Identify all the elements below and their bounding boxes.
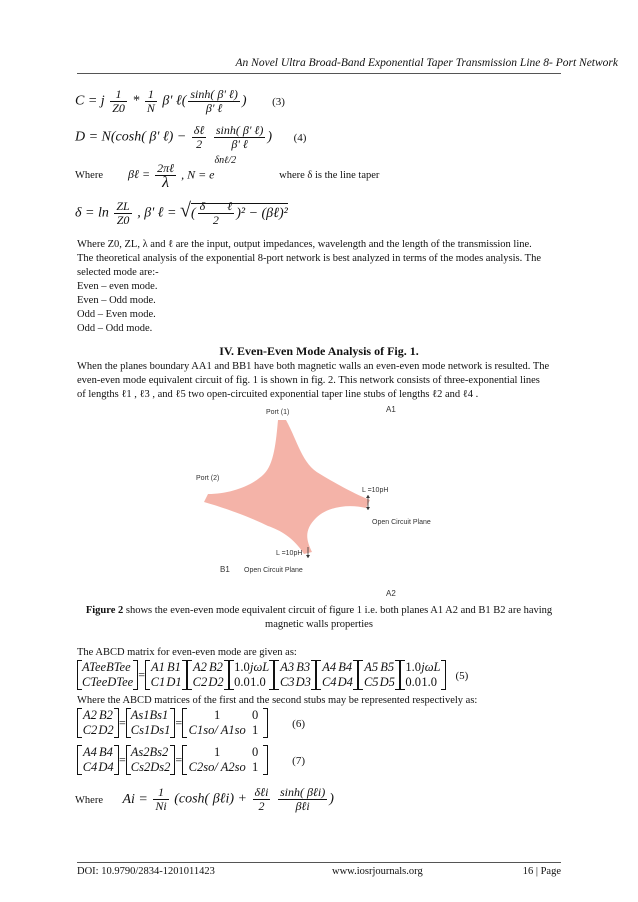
plane-a2-label: A2 bbox=[386, 589, 396, 598]
ai-frac-1: $\frac{1}{Ni}$ bbox=[155, 785, 167, 813]
arrow-up-icon bbox=[366, 495, 370, 498]
figure-2-equivalent-circuit bbox=[190, 402, 460, 602]
running-header: An Novel Ultra Broad-Band Exponential Taper Transmission Line 8- Port Network bbox=[235, 57, 618, 69]
footer-page-number: 16 | Page bbox=[522, 866, 561, 877]
matrix-line-5: A5 B5 C5D5 bbox=[358, 660, 400, 690]
open-circuit-plane-bottom-label: Open Circuit Plane bbox=[244, 567, 303, 574]
mode-item: Even – even mode. bbox=[77, 281, 158, 292]
matrix-inductor-2: 1.0jωL 0.01.0 bbox=[400, 660, 445, 690]
eq3-frac-3: $\frac{\text{sinh( β' ℓ)}}{\text{β' ℓ}}$ bbox=[190, 87, 238, 115]
arrow-down-icon bbox=[366, 507, 370, 510]
footer-rule bbox=[77, 862, 561, 863]
eq4-frac-2: $\frac{\text{sinh( β' ℓ)}}{\text{β' ℓ}}$ bbox=[215, 123, 264, 151]
abcd-intro: The ABCD matrix for even-even mode are given as: bbox=[77, 647, 297, 658]
header-rule bbox=[77, 73, 561, 74]
sqrt-sign: √ bbox=[179, 199, 191, 222]
delta-definition: δ = ln $\frac{ZL}{Z0}$ , β' ℓ = √( $\frac{\text{δ ℓ}}{2}$ )² − (βℓ)² bbox=[75, 199, 288, 227]
eq5-number: (5) bbox=[455, 669, 469, 682]
mode-item: Odd – Even mode. bbox=[77, 309, 156, 320]
eq6-number: (6) bbox=[292, 717, 305, 730]
eq3-number: (3) bbox=[272, 95, 285, 108]
port-1-label: Port (1) bbox=[266, 409, 290, 416]
inductor-right-label: L =10pH bbox=[362, 487, 389, 494]
plane-b1-label: B1 bbox=[220, 565, 230, 574]
delta-frac: $\frac{ZL}{Z0}$ bbox=[116, 199, 130, 227]
plane-a1-label: A1 bbox=[386, 405, 396, 414]
eq3-frac-2: $\frac{1}{N}$ bbox=[146, 87, 155, 115]
equation-7: A4 B4 C4D4 = As2Bs2 Cs2Ds2 = 1 0 C2so/ A2so 1 (7) bbox=[77, 745, 305, 775]
footer-site-link[interactable]: www.iosrjournals.org bbox=[332, 866, 423, 877]
open-circuit-plane-right-label: Open Circuit Plane bbox=[372, 519, 431, 526]
matrix-stub-2: A4 B4 C4D4 bbox=[316, 660, 358, 690]
equation-3: C = j $\frac{1}{Z0}$ * $\frac{1}{N}$ β' ℓ( $\frac{\text{sinh( β' ℓ)}}{\text{β' ℓ}}$ ) (3) bbox=[75, 87, 285, 115]
paragraph-even-even: When the planes boundary AA1 and BB1 have both magnetic walls an even-even mode network is resulted. The even-even mode equivalent circuit of fig. 1 is shown in fig. 2. This network consists of three-exponential lines of lengths ℓ1 , ℓ3 , and ℓ5 two open-circuited exponential taper line stubs of lengths ℓ2 and ℓ4 . bbox=[77, 361, 550, 400]
mode-item: Odd – Odd mode. bbox=[77, 323, 153, 334]
ai-frac-3: $\frac{\text{sinh( βℓi)}}{\text{βℓi}}$ bbox=[279, 785, 326, 813]
beta-frac: $\frac{\text{2πℓ}}{\lambda}$ bbox=[157, 161, 175, 191]
n-exponent: δnℓ/2 bbox=[214, 155, 237, 167]
matrix-stub-1: A2 B2 C2D2 bbox=[187, 660, 229, 690]
figure-2-caption: Figure 2 shows the even-even mode equivalent circuit of figure 1 i.e. both planes A1 A2 and B1 B2 are having magnetic walls properties bbox=[85, 605, 553, 630]
inductor-bottom-label: L =10pH bbox=[276, 550, 303, 557]
paragraph-definitions: Where Z0, ZL, λ and ℓ are the input, output impedances, wavelength and the length of the transmission line. The theoretical analysis of the exponential 8-port network is best analyzed in terms of the modes analysis. The selected mode are:- Even – even mode. Even – Odd mode. Odd – Even mode. Odd – Odd mode. bbox=[77, 238, 561, 336]
eq7-number: (7) bbox=[292, 754, 305, 767]
matrix-stub-1-params: As1Bs1 Cs1Ds1 bbox=[126, 708, 176, 738]
equation-ai: Where Ai = $\frac{1}{Ni}$ (cosh( βℓi) + $\frac{\text{δℓi}}{2}$ $\frac{\text{sinh( βℓi)}}{\text{βℓi}}$ ) bbox=[75, 785, 334, 813]
matrix-line-1: A1 B1 C1D1 bbox=[145, 660, 187, 690]
matrix-stub-2-lhs: A4 B4 C4D4 bbox=[77, 745, 119, 775]
matrix-total: ATeeBTee CTeeDTee bbox=[77, 660, 138, 690]
eq3-lhs: C = j bbox=[75, 93, 105, 109]
eq3-frac-1: $\frac{1}{Z0}$ bbox=[112, 87, 125, 115]
eq4-frac-1: $\frac{\text{δℓ}}{2}$ bbox=[193, 123, 205, 151]
sqrt-body: ( $\frac{\text{δ ℓ}}{2}$ )² − (βℓ)² bbox=[190, 199, 288, 227]
section-heading: IV. Even-Even Mode Analysis of Fig. 1. bbox=[219, 344, 419, 358]
ai-frac-2: $\frac{\text{δℓi}}{2}$ bbox=[254, 785, 269, 813]
equation-5: ATeeBTee CTeeDTee = A1 B1 C1D1 A2 B2 C2D2 1.0jωL 0.01.0 A3 B3 C3D3 A4 B4 C4D4 A5 B5 C5D5 1.0jωL 0.01.0 (5) bbox=[77, 660, 468, 690]
matrix-inductor-1: 1.0jωL 0.01.0 bbox=[229, 660, 274, 690]
caption-figure-ref: Figure 2 bbox=[85, 605, 124, 616]
eq4-lhs: D = N(cosh( β' ℓ) − bbox=[75, 129, 187, 145]
matrix-stub-1-lhs: A2 B2 C2D2 bbox=[77, 708, 119, 738]
taper-note: where δ is the line taper bbox=[279, 170, 380, 182]
arrow-down-icon bbox=[306, 555, 310, 558]
matrix-line-3: A3 B3 C3D3 bbox=[274, 660, 316, 690]
equation-4: D = N(cosh( β' ℓ) − $\frac{\text{δℓ}}{2}$ $\frac{\text{sinh( β' ℓ)}}{\text{β' ℓ}}$ ) (4) bbox=[75, 123, 307, 151]
equation-6: A2 B2 C2D2 = As1Bs1 Cs1Ds1 = 1 0 C1so/ A1so 1 (6) bbox=[77, 708, 305, 738]
where-beta-n: Where βℓ = $\frac{\text{2πℓ}}{\lambda}$ , $N = e^{\delta n\ell/2}$ where δ is the line taper bbox=[75, 155, 380, 191]
matrix-stub-2-params: As2Bs2 Cs2Ds2 bbox=[126, 745, 176, 775]
footer-doi: DOI: 10.9790/2834-1201011423 bbox=[77, 866, 215, 877]
mode-item: Even – Odd mode. bbox=[77, 295, 156, 306]
port-2-label: Port (2) bbox=[196, 475, 220, 482]
matrix-stub-1-rhs: 1 0 C1so/ A1so 1 bbox=[182, 708, 268, 738]
stub-intro: Where the ABCD matrices of the first and the second stubs may be represented respectively as: bbox=[77, 695, 478, 706]
eq4-number: (4) bbox=[293, 131, 307, 144]
exponential-taper-shape bbox=[204, 420, 370, 554]
matrix-stub-2-rhs: 1 0 C2so/ A2so 1 bbox=[182, 745, 268, 775]
